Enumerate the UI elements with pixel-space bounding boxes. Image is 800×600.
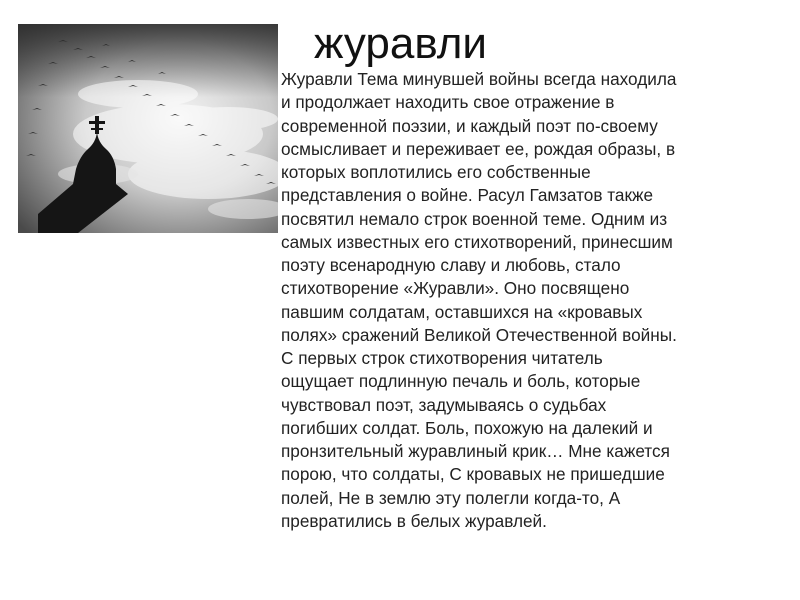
text-line: полях» сражений Великой Отечественной войны. — [281, 324, 677, 345]
text-line: полей, Не в землю эту полегли когда-то, А — [281, 487, 621, 508]
text-line: и продолжает находить свое отражение в — [281, 92, 615, 113]
slide-title: журавли — [314, 19, 487, 68]
cranes-over-church-photo — [18, 24, 278, 233]
slide-body-text — [281, 68, 751, 533]
text-line: превратились в белых журавлей. — [281, 510, 547, 531]
text-line: посвятил немало строк военной теме. Одним из — [281, 208, 668, 229]
text-line: которых воплотились его собственные — [281, 162, 591, 182]
text-line: порою, что солдаты, С кровавых не пришедшие — [281, 464, 665, 485]
text-line: чувствовал поэт, задумываясь о судьбах — [281, 394, 607, 415]
text-line: поэту всенародную славу и любовь, стало — [281, 255, 621, 275]
text-line: павшим солдатам, оставшихся на «кровавых — [281, 301, 643, 322]
text-line: погибших солдат. Боль, похожую на далекий и — [281, 417, 653, 438]
text-line: стихотворение «Журавли». Оно посвящено — [281, 278, 630, 299]
text-line: Журавли Тема минувшей войны всегда находила — [281, 69, 677, 89]
text-line: самых известных его стихотворений, принесшим — [281, 231, 673, 252]
text-line: С первых строк стихотворения читатель — [281, 348, 603, 368]
text-line: осмысливает и переживает ее, рождая образы, в — [281, 138, 676, 159]
text-line: пронзительный журавлиный крик… Мне кажется — [281, 441, 670, 461]
text-line: ощущает подлинную печаль и боль, которые — [281, 371, 641, 392]
text-line: современной поэзии, и каждый поэт по-своему — [281, 115, 658, 136]
text-line: представления о войне. Расул Гамзатов также — [281, 185, 654, 206]
